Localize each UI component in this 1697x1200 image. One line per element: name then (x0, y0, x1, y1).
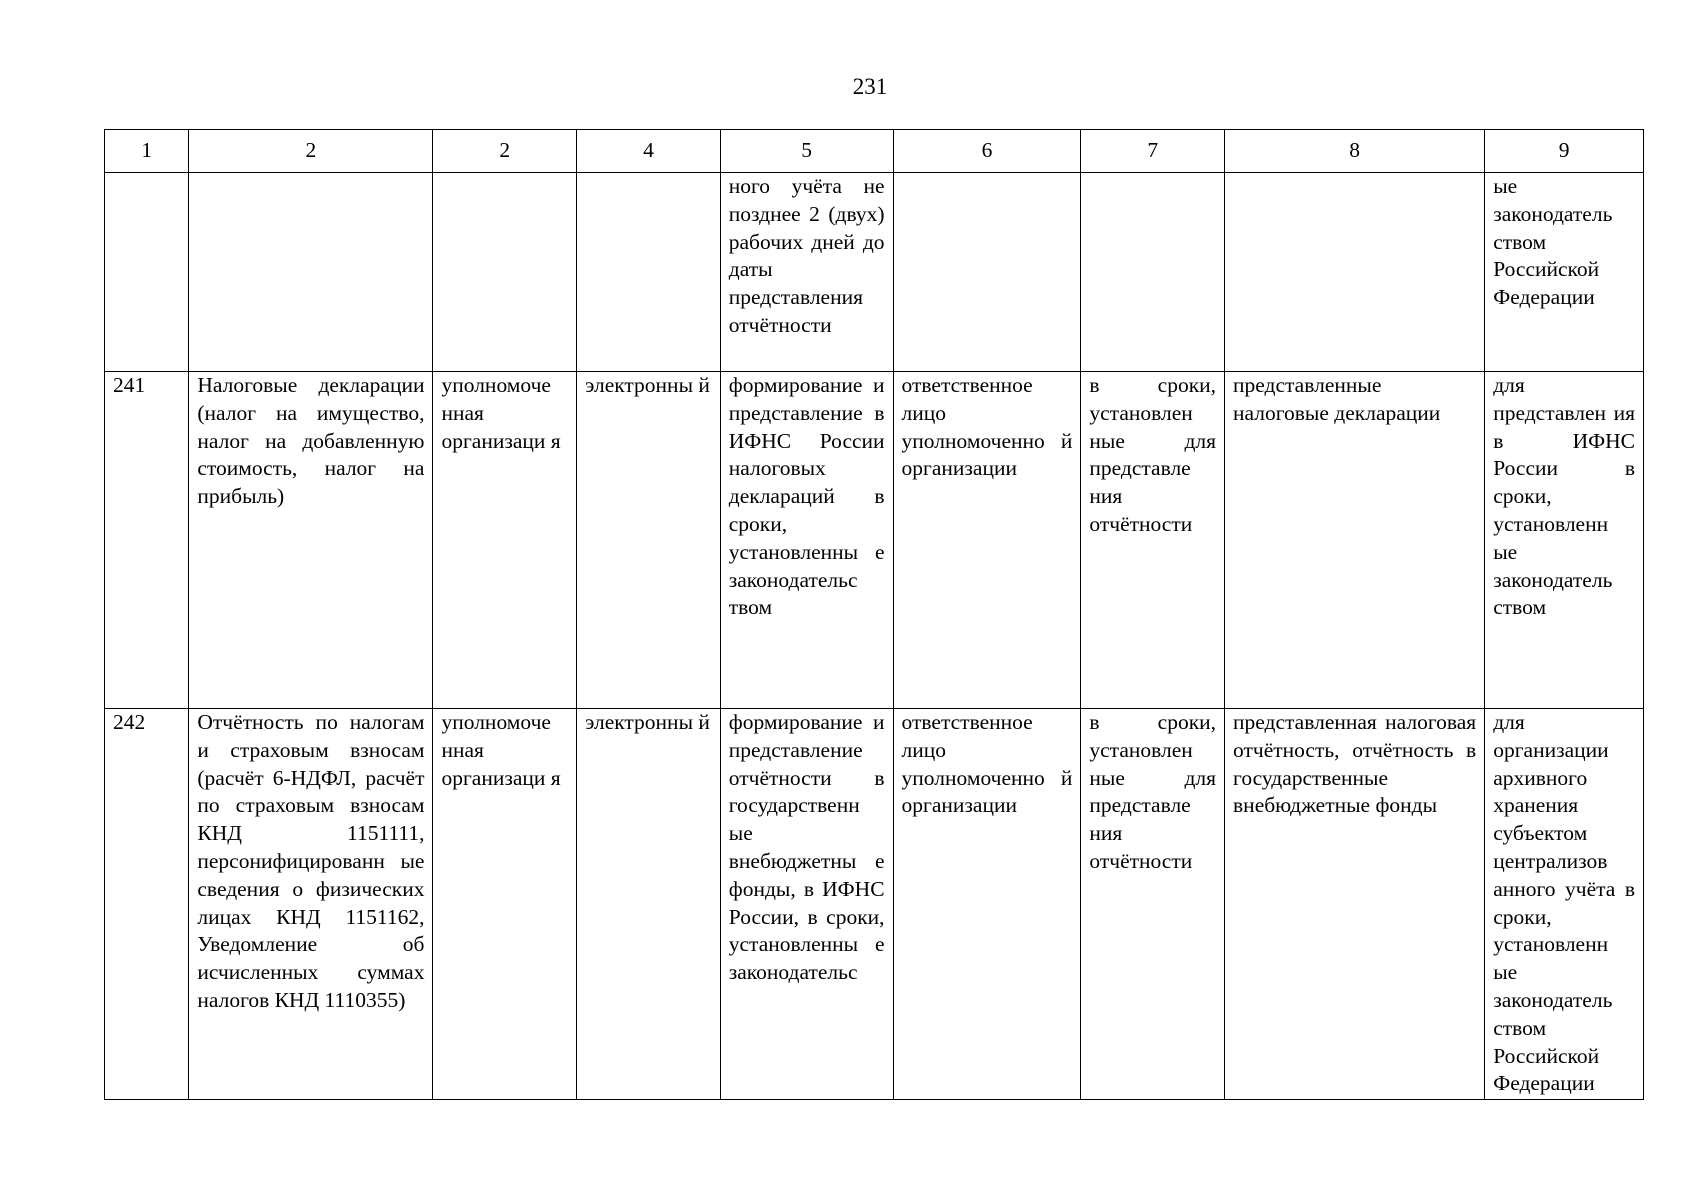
form-cell (577, 709, 721, 1100)
owner: уполномоче нная организаци я (441, 710, 561, 790)
purpose-cell (1485, 372, 1644, 709)
responsible-cell (893, 173, 1081, 372)
document-name-cell (189, 372, 433, 709)
result: представленная налоговая отчётность, отчётность в государственные внебюджетные фонды (1233, 710, 1477, 818)
row-number-cell (105, 709, 189, 1100)
procedure-cell (720, 173, 893, 372)
term-cell (1081, 372, 1225, 709)
purpose-cell (1485, 709, 1644, 1100)
column-header: 4 (577, 130, 721, 173)
row-number-cell (105, 173, 189, 372)
result-cell (1225, 372, 1485, 709)
result-cell (1225, 173, 1485, 372)
procedure-cell (720, 372, 893, 709)
procedure-cell (720, 709, 893, 1100)
column-header: 2 (189, 130, 433, 173)
row-number: 241 (113, 373, 146, 397)
purpose: для представлен ия в ИФНС России в сроки, установленн ые законодатель ством (1493, 373, 1635, 620)
procedure: формирование и представление отчётности в государственн ые внебюджетны е фонды, в ИФНС России, в сроки, установленны е законодательс (728, 710, 885, 985)
table-row (105, 709, 1644, 1100)
table-row (105, 372, 1644, 709)
responsible: ответственное лицо уполномоченно й организации (901, 710, 1073, 818)
owner-cell (433, 173, 577, 372)
procedure: ного учёта не позднее 2 (двух) рабочих дней до даты представления отчётности (728, 174, 885, 337)
owner: уполномоче нная организаци я (441, 373, 561, 453)
document-name-cell (189, 173, 433, 372)
owner-cell (433, 709, 577, 1100)
responsible-cell (893, 709, 1081, 1100)
page-number: 231 (852, 74, 888, 99)
purpose: для организации архивного хранения субъектом централизов анного учёта в сроки, установленн ые законодатель ством Российской Федерации (1493, 710, 1635, 1096)
column-header: 8 (1225, 130, 1485, 173)
responsible: ответственное лицо уполномоченно й организации (901, 373, 1073, 481)
responsible-cell (893, 372, 1081, 709)
form: электронны й (585, 373, 710, 397)
form: электронны й (585, 710, 710, 734)
purpose-cell (1485, 173, 1644, 372)
form-cell (577, 173, 721, 372)
term: в сроки, установлен ные для представле ния отчётности (1089, 373, 1217, 536)
column-header: 7 (1081, 130, 1225, 173)
reporting-table (104, 129, 1644, 1100)
header-row (105, 130, 1644, 173)
result-cell (1225, 709, 1485, 1100)
column-header: 9 (1485, 130, 1644, 173)
table-row (105, 173, 1644, 372)
term-cell (1081, 173, 1225, 372)
purpose: ые законодатель ством Российской Федерации (1493, 174, 1613, 310)
document-name-cell (189, 709, 433, 1100)
result: представленные налоговые декларации (1233, 373, 1441, 425)
document-name: Отчётность по налогам и страховым взносам (расчёт 6-НДФЛ, расчёт по страховым взносам КНД 1151111, персонифицированн ые сведения о физических лицах КНД 1151162, Уведомление об исчисленных суммах налогов КНД 1110355) (197, 710, 425, 1012)
row-number-cell (105, 372, 189, 709)
term: в сроки, установлен ные для представле ния отчётности (1089, 710, 1217, 873)
column-header: 6 (893, 130, 1081, 173)
form-cell (577, 372, 721, 709)
row-number: 242 (113, 710, 146, 734)
term-cell (1081, 709, 1225, 1100)
owner-cell (433, 372, 577, 709)
procedure: формирование и представление в ИФНС России налоговых деклараций в сроки, установленны е законодательс твом (728, 373, 885, 620)
document-name: Налоговые декларации (налог на имущество, налог на добавленную стоимость, налог на прибыль) (197, 373, 425, 509)
column-header: 2 (433, 130, 577, 173)
column-header: 1 (105, 130, 189, 173)
column-header: 5 (720, 130, 893, 173)
